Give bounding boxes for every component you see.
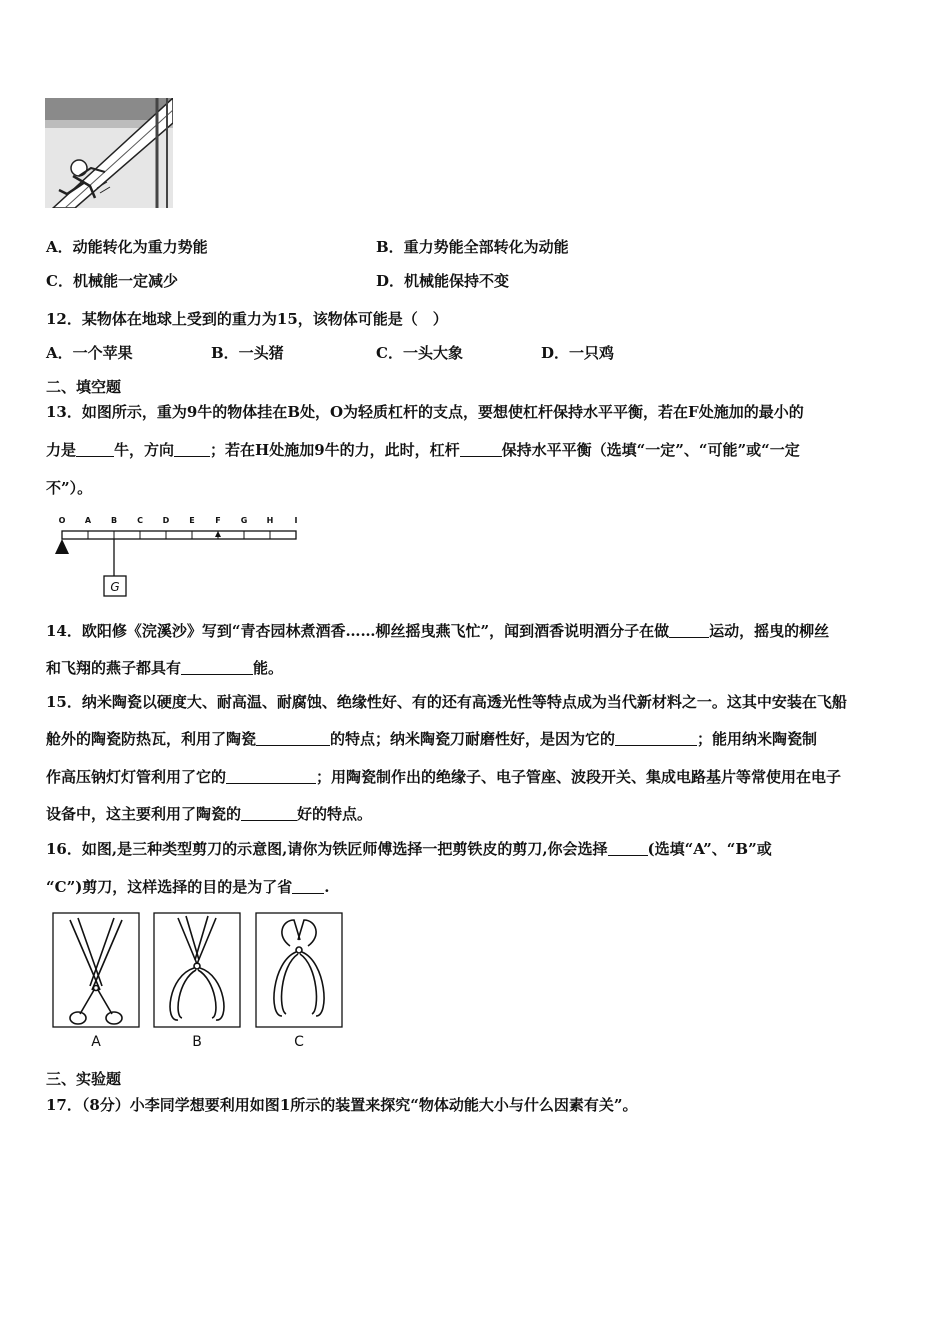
q14-blank-2 (181, 660, 253, 675)
lever-label-g: H (266, 516, 274, 525)
q13-line-1: 13．如图所示，重为9牛的物体挂在B处，O为轻质杠杆的支点，要想使杠杆保持水平平衡，若在F处施加的最小的 (46, 403, 804, 421)
q14-blank-1 (669, 623, 709, 638)
q11-option-d: D．机械能保持不变 (376, 272, 510, 290)
q11-option-c: C．机械能一定减少 (46, 272, 178, 290)
lever-label-i: I (294, 516, 298, 525)
q15-line-3: 作高压钠灯灯管利用了它的 ；用陶瓷制作出的绝缘子、电子管座、波段开关、集成电路基片等常使用在电子 (46, 768, 842, 786)
section-2-title: 二、填空题 (46, 378, 122, 396)
scissors-b-frame (154, 913, 240, 1027)
q15-blank-1 (256, 731, 330, 746)
q15-line-1: 15．纳米陶瓷以硬度大、耐高温、耐腐蚀、绝缘性好、有的还有高透光性等特点成为当代新材料之一。这其中安装在飞船 (46, 693, 847, 711)
slide-illustration (45, 98, 173, 208)
fulcrum-icon (55, 539, 69, 554)
q15-blank-3 (226, 769, 316, 784)
q12-option-c: C．一头大象 (376, 344, 463, 362)
q15-blank-4 (241, 806, 297, 821)
lever-label-c: C (137, 516, 143, 525)
scissors-label-a: A (91, 1034, 101, 1050)
lever-label-d: D (162, 516, 170, 525)
q13-line-2: 力是 牛，方向 ；若在H处施加9牛的力，此时，杠杆 保持水平平衡（选填“一定”、“可能”或“一定 (46, 441, 800, 459)
q13-blank-1 (76, 442, 114, 457)
lever-label-b: B (110, 516, 118, 525)
lever-label-f: F (215, 516, 221, 525)
lever-label-h: G (240, 516, 248, 525)
q15-line-4: 设备中，这主要利用了陶瓷的 好的特点。 (46, 805, 373, 823)
q14-line-2: 和飞翔的燕子都具有 能。 (46, 659, 284, 677)
q14-line-1: 14．欧阳修《浣溪沙》写到“青杏园林煮酒香……柳丝摇曳燕飞忙”，闻到酒香说明酒分子在做 运动，摇曳的柳丝 (46, 622, 830, 640)
lever-figure (50, 512, 312, 602)
q13-line-3: 不”）。 (46, 479, 93, 497)
q16-line-1: 16．如图,是三种类型剪刀的示意图,请你为铁匠师傅选择一把剪铁皮的剪刀,你会选择 (选填“A”、“B”或 (46, 840, 772, 858)
lever-label-e: E (189, 516, 195, 525)
q12-option-b: B．一头猪 (211, 344, 284, 362)
q11-option-b: B．重力势能全部转化为动能 (376, 238, 569, 256)
q17-stem: 17．（8分）小李同学想要利用如图1所示的装置来探究“物体动能大小与什么因素有关”。 (46, 1096, 638, 1114)
q16-blank-2 (292, 879, 324, 894)
q12-option-d: D．一只鸡 (541, 344, 615, 362)
scissors-label-c: C (294, 1034, 304, 1050)
lever-bar (62, 531, 296, 539)
weight-label: G (110, 580, 120, 594)
q15-line-2: 舱外的陶瓷防热瓦，利用了陶瓷 的特点；纳米陶瓷刀耐磨性好，是因为它的 ；能用纳米陶瓷制 (46, 730, 818, 748)
q11-option-a: A．动能转化为重力势能 (46, 238, 208, 256)
scissors-figure (50, 910, 346, 1052)
q13-blank-2 (174, 442, 210, 457)
q16-line-2: “C”)剪刀，这样选择的目的是为了省 . (46, 878, 330, 896)
q12-option-a: A．一个苹果 (46, 344, 133, 362)
q15-blank-2 (615, 731, 697, 746)
q12-stem: 12．某物体在地球上受到的重力为15，该物体可能是（ ） (46, 310, 448, 328)
q13-blank-3 (460, 442, 502, 457)
scissors-label-b: B (192, 1034, 202, 1050)
lever-label-o: O (58, 516, 66, 525)
q16-blank-1 (608, 841, 648, 856)
lever-label-a: A (84, 516, 92, 525)
scissors-c-frame (256, 913, 342, 1027)
section-3-title: 三、实验题 (46, 1070, 122, 1088)
